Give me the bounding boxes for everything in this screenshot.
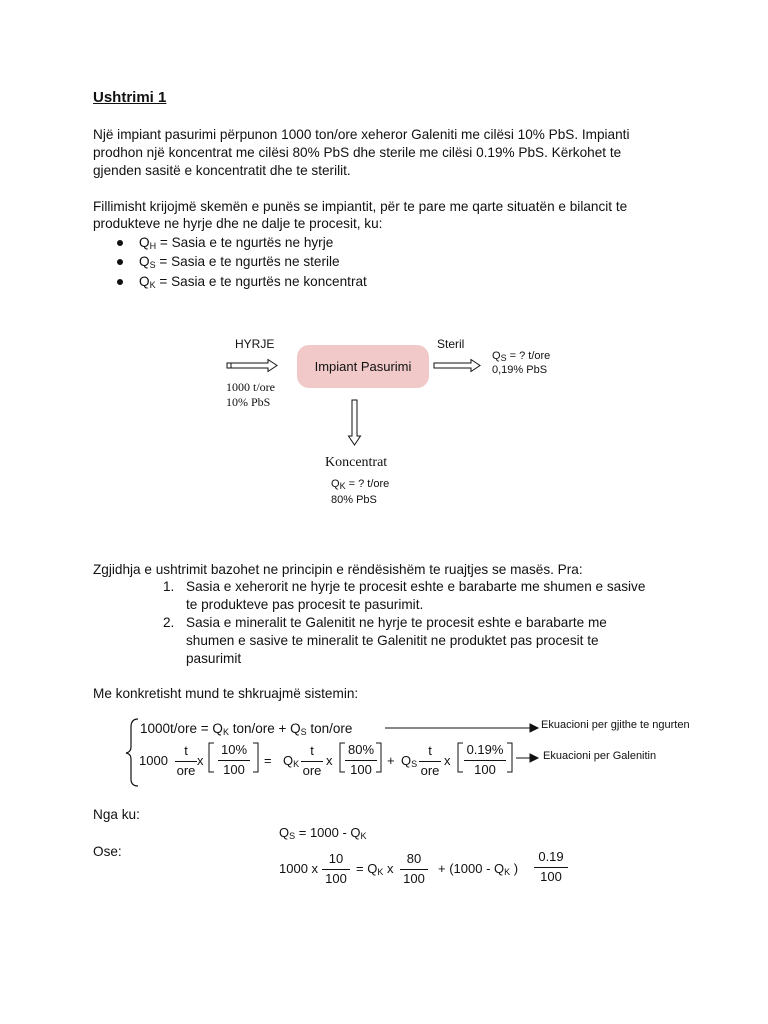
final-qk: = $Q_K$ x: [356, 861, 394, 877]
qs-expression: $Q_S = 1000 - Q_K$: [279, 825, 367, 841]
process-box: [297, 345, 429, 388]
eq2-equals: =: [264, 753, 272, 768]
concentrate-rate: $Q_K$ = ? t/ore: [331, 478, 390, 491]
input-rate: 1000 t/ore: [226, 380, 275, 394]
eq2-lead: 1000: [139, 753, 168, 768]
eq2-frac-80: 80% 100: [345, 742, 377, 778]
system-brace-icon: [126, 719, 138, 786]
eq2-frac-019: 0.19% 100: [464, 742, 506, 778]
eq2-times-1: x: [197, 753, 204, 768]
eq2-times-3: x: [444, 753, 451, 768]
concentrate-arrow-icon: [349, 400, 361, 445]
intro-line-3: gjenden sasitë e koncentratit dhe te sterilit.: [93, 163, 351, 178]
final-frac-80: 80 100: [400, 851, 428, 887]
equation-1: $1000t/ore = Q_K$ $ton/ore + Q_S$ ton/ore: [140, 721, 353, 737]
final-lead: 1000 x: [279, 861, 319, 876]
system-intro: Me konkretisht mund te shkruajmë sistemin:: [93, 686, 359, 701]
intro-line-1: Një impiant pasurimi përpunon 1000 ton/ore xeheror Galeniti me cilësi 10% PbS. Impianti: [93, 127, 630, 142]
nga-ku-label: Nga ku:: [93, 807, 140, 822]
eq2-frac-t-ore-3: t ore: [420, 743, 440, 778]
eq2-frac-10: 10% 100: [218, 742, 250, 778]
eq2-plus: +: [387, 753, 395, 768]
scheme-intro-line-2: produkteve ne hyrje dhe ne dalje te procesit, ku:: [93, 216, 383, 231]
principle-2-line-3: pasurimit: [186, 651, 242, 666]
steril-arrow-icon: [434, 360, 480, 372]
intro-line-2: prodhon një koncentrat me cilësi 80% PbS dhe sterile me cilësi 0.19% PbS. Kërkohet te: [93, 145, 622, 160]
principle-1-line-2: te produkteve pas procesit te pasurimit.: [186, 597, 424, 612]
final-frac-019: 0.19 100: [534, 849, 568, 885]
page-title: Ushtrimi 1: [93, 89, 167, 106]
eq2-qs: $Q_S$: [401, 753, 418, 769]
input-label: HYRJE: [235, 337, 275, 351]
eq2-times-2: x: [326, 753, 333, 768]
eq2-note: Ekuacioni per Galenitin: [543, 750, 657, 762]
definition-qk: $Q_K$ = Sasia e te ngurtës ne koncentrat: [139, 274, 367, 290]
steril-rate: $Q_S$ = ? t/ore: [492, 350, 551, 363]
ose-label: Ose:: [93, 844, 122, 859]
definition-qh: $Q_H$ = Sasia e te ngurtës ne hyrje: [139, 235, 334, 251]
principle-1-num: 1.: [163, 579, 175, 594]
eq2-frac-t-ore-1: t ore: [176, 743, 196, 778]
final-plus-part: + ($1000 - Q_K$ ): [438, 861, 519, 877]
eq2-frac-t-ore-2: t ore: [302, 743, 322, 778]
scheme-intro-line-1: Fillimisht krijojmë skemën e punës se impiantit, për te pare me qarte situatën e bilancit te: [93, 199, 628, 214]
definition-qs: $Q_S$ = Sasia e te ngurtës ne sterile: [139, 254, 340, 270]
principle-1-line-1: Sasia e xeherorit ne hyrje te procesit eshte e barabarte me shumen e sasive: [186, 579, 646, 594]
eq2-arrow-icon: [516, 754, 538, 762]
concentrate-label: Koncentrat: [325, 455, 388, 470]
principle-2-line-2: shumen e sasive te mineralit te Galenitit ne produktet pas procesit te: [186, 633, 599, 648]
process-box-label: Impiant Pasurimi: [314, 359, 412, 374]
steril-grade: 0,19% PbS: [492, 364, 548, 376]
eq1-note: Ekuacioni per gjithe te ngurten: [541, 719, 690, 731]
input-grade: 10% PbS: [226, 395, 271, 409]
input-arrow-icon: [227, 360, 277, 372]
final-frac-10: 10 100: [322, 851, 350, 887]
steril-label: Steril: [437, 337, 465, 351]
eq1-arrow-icon: [385, 724, 538, 732]
solution-intro: Zgjidhja e ushtrimit bazohet ne principin e rëndësishëm te ruajtjes se masës. Pra:: [93, 562, 583, 577]
concentrate-grade: 80% PbS: [331, 494, 377, 506]
principle-2-line-1: Sasia e mineralit te Galenitit ne hyrje te procesit eshte e barabarte me: [186, 615, 607, 630]
eq2-qk: $Q_K$: [283, 753, 300, 769]
principle-2-num: 2.: [163, 615, 175, 630]
